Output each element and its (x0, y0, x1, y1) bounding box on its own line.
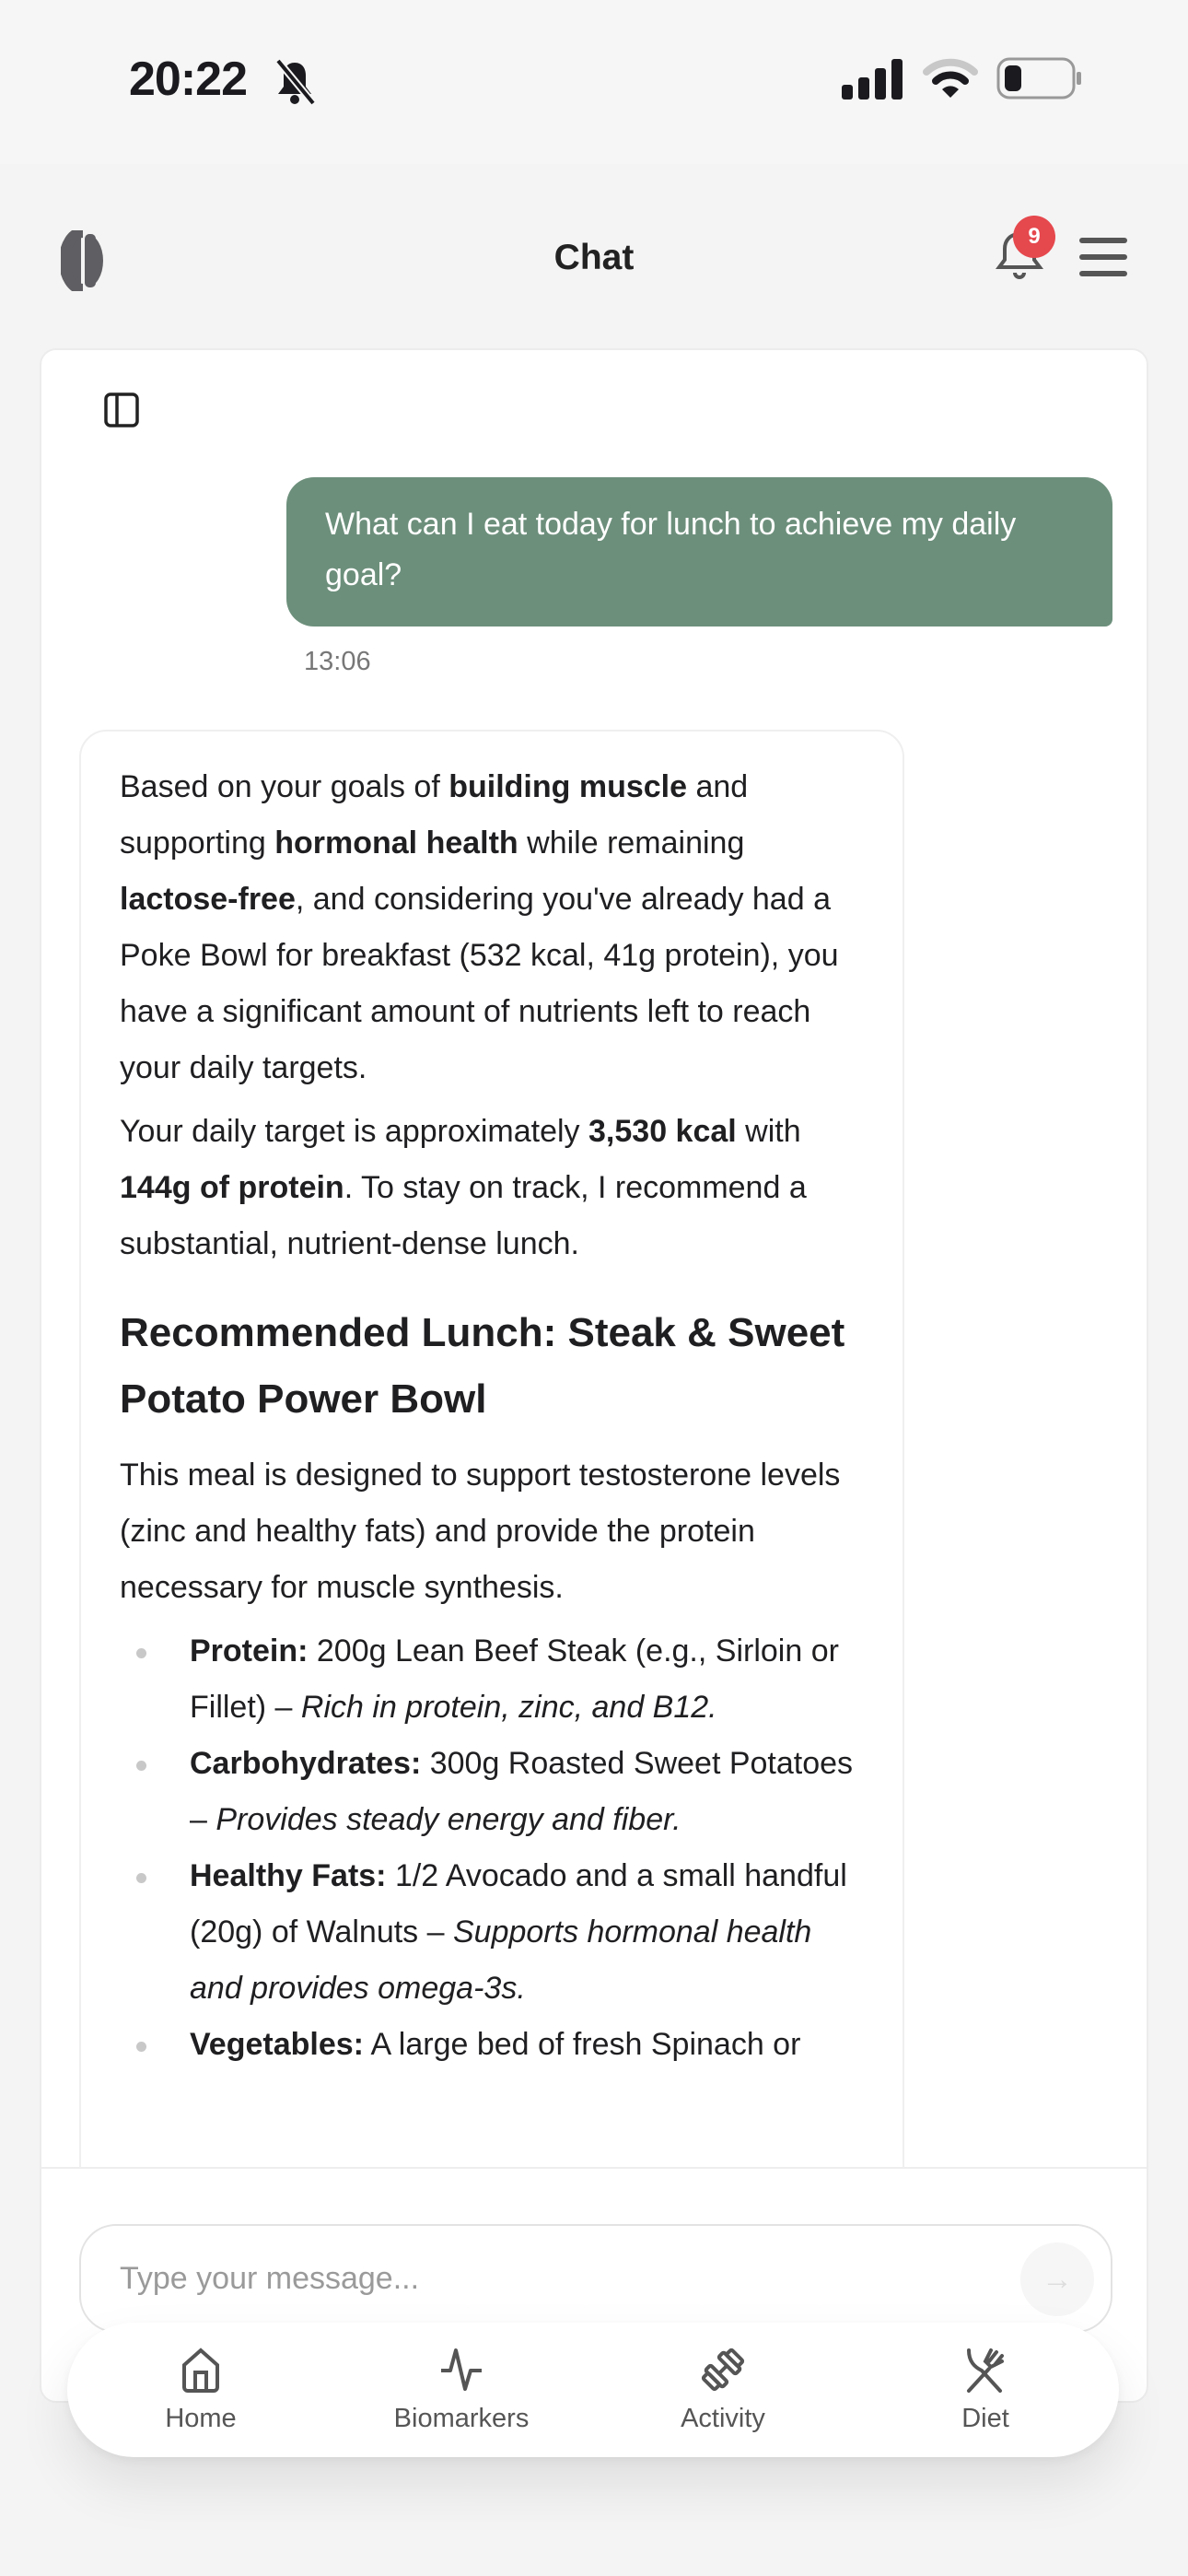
recommendation-heading: Recommended Lunch: Steak & Sweet Potato Power Bowl (120, 1310, 845, 1422)
bold-text: hormonal health (274, 825, 518, 861)
nav-home[interactable] (109, 2323, 293, 2457)
bold-text: 144g of protein (120, 1170, 344, 1205)
nav-activity[interactable] (631, 2323, 815, 2457)
nav-label: Biomarkers (393, 2404, 530, 2433)
nav-label: Diet (961, 2404, 1009, 2433)
bold-text: building muscle (448, 769, 688, 804)
text: Based on your goals of (120, 769, 449, 804)
list-item (190, 2017, 864, 2073)
item-label: Vegetables: (190, 2027, 364, 2062)
text: 200g Lean Beef Steak (e.g., Sirloin or Fillet) – (190, 1633, 839, 1725)
dumbbell-icon (701, 2347, 745, 2393)
nav-label: Home (165, 2404, 237, 2433)
composer-divider (41, 2167, 1148, 2169)
list-item (190, 1848, 864, 2017)
send-button[interactable] (1020, 2242, 1094, 2316)
pulse-icon (439, 2347, 483, 2393)
text: A large bed of fresh Spinach or (363, 2027, 801, 2062)
item-note: Rich in protein, zinc, and B12. (300, 1690, 717, 1725)
message-timestamp: 13:06 (304, 647, 371, 676)
notification-badge: 9 (1013, 216, 1055, 258)
text: , and considering you've already had a Poke Bowl for breakfast (532 kcal, 41g protein), you have a significant amount of nutrients left to reach your daily targets. (120, 882, 839, 1085)
arrow-right-icon: → (1042, 2262, 1073, 2297)
chat-panel (40, 348, 1148, 2403)
bottom-nav (67, 2323, 1119, 2457)
nav-label: Activity (681, 2404, 765, 2433)
message-input[interactable] (79, 2224, 1112, 2333)
paragraph (120, 1104, 864, 1272)
nav-diet[interactable] (893, 2323, 1077, 2457)
home-icon (179, 2347, 223, 2393)
text: 1/2 Avocado and a small handful (20g) of Walnuts – (190, 1858, 847, 1950)
battery-icon (996, 57, 1083, 100)
text: while remaining (518, 825, 745, 861)
assistant-message (79, 730, 904, 2167)
item-label: Healthy Fats: (190, 1858, 387, 1893)
cellular-signal-icon (842, 59, 906, 100)
bold-text: 3,530 kcal (588, 1114, 737, 1149)
text: Your daily target is approximately (120, 1114, 589, 1149)
message-placeholder: Type your message... (120, 2261, 420, 2296)
paragraph (120, 759, 864, 1096)
list-item (190, 1736, 864, 1848)
page-title: Chat (553, 238, 635, 277)
paragraph: This meal is designed to support testosterone levels (zinc and healthy fats) and provide the protein necessary for muscle synthesis. (120, 1458, 841, 1605)
item-note: Supports hormonal health and provides omega-3s. (190, 1914, 812, 2006)
user-message: What can I eat today for lunch to achieve my daily goal? (286, 477, 1112, 626)
status-bar (0, 0, 1188, 164)
text: with (736, 1114, 801, 1149)
list-item (190, 1623, 864, 1736)
app-header (0, 164, 1188, 348)
message-list[interactable] (41, 350, 1148, 2167)
wifi-icon (923, 57, 978, 100)
menu-icon[interactable] (1079, 238, 1127, 276)
text: and supporting (120, 769, 749, 861)
nav-biomarkers[interactable] (369, 2323, 553, 2457)
text: . To stay on track, I recommend a substantial, nutrient-dense lunch. (120, 1170, 807, 1261)
meal-list (120, 1623, 864, 2073)
item-label: Carbohydrates: (190, 1746, 422, 1781)
text: 300g Roasted Sweet Potatoes – (190, 1746, 854, 1837)
sidebar-toggle-icon[interactable] (104, 392, 139, 427)
item-note: Provides steady energy and fiber. (215, 1802, 681, 1837)
silent-mode-icon (274, 59, 315, 105)
bold-text: lactose-free (120, 882, 296, 917)
item-label: Protein: (190, 1633, 309, 1669)
utensils-icon (963, 2347, 1007, 2393)
status-time: 20:22 (129, 53, 247, 106)
